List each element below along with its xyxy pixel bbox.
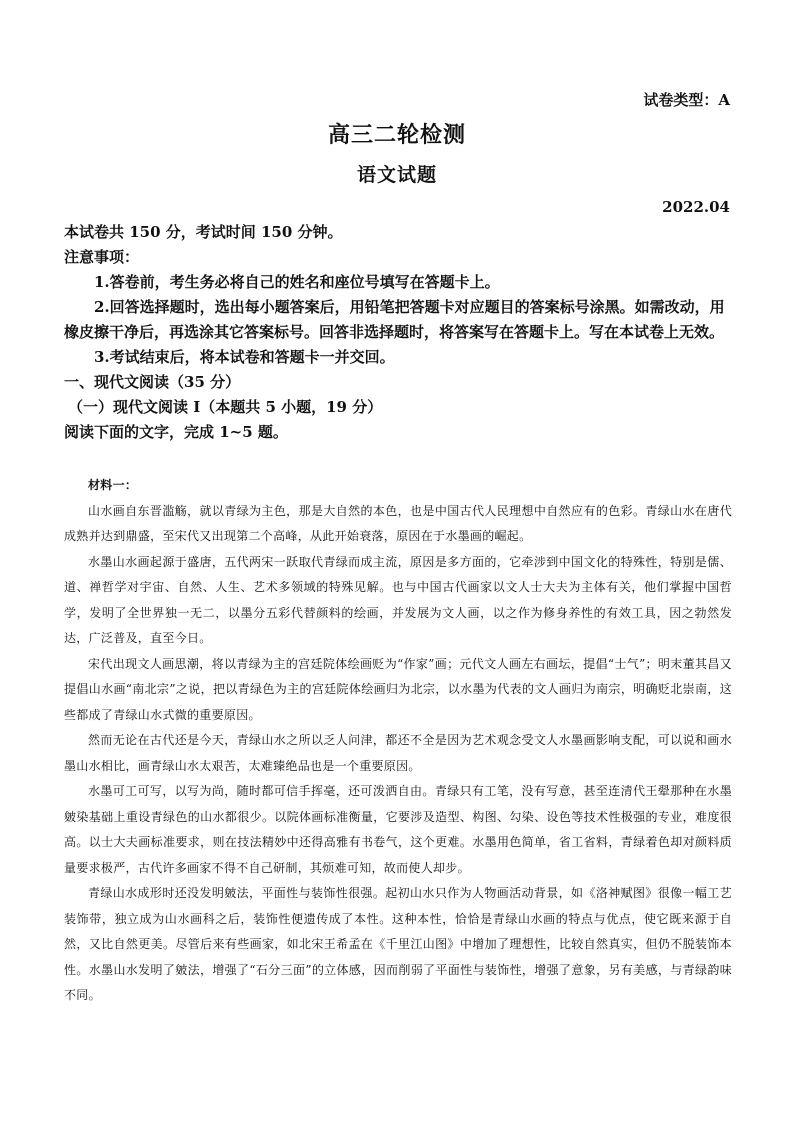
material-paragraph: 水墨山水画起源于盛唐，五代两宋一跃取代青绿而成主流，原因是多方面的，它牵涉到中国文化的特殊性，特别是儒、道、禅哲学对宇宙、自然、人生、艺术多领域的特殊见解。也与中国古代画家以文人士大夫为主体有关，他们掌握中国哲学，发明了全世界独一无二，以墨分五彩代替颜料的绘画，并发展为文人画，以之作为修身养性的有效工具，因之勃然发达，广泛普及，直至今日。	[64, 554, 732, 645]
material-label: 材料一：	[88, 478, 138, 492]
exam-subtitle: 语文试题	[356, 164, 437, 186]
reading-material	[64, 473, 732, 1009]
exam-date: 2022.04	[662, 198, 730, 216]
notice-title: 注意事项：	[64, 248, 140, 266]
exam-title: 高三二轮检测	[327, 122, 466, 148]
exam-intro: 本试卷共 150 分，考试时间 150 分钟。	[64, 223, 343, 241]
instructions-block	[64, 220, 732, 445]
material-paragraph: 青绿山水成形时还没发明皴法，平面性与装饰性很强。起初山水只作为人物画活动背景，如《洛神赋图》很像一幅工艺装饰带，独立成为山水画科之后，装饰性便遗传成了本性。这种本性，恰恰是青绿山水画的特点与优点，使它既来源于自然，又比自然更美。尽管后来有些画家，如北宋王希孟在《千里江山图》中增加了理想性，比较自然真实，但仍不脱装饰本性。水墨山水发明了皴法，增强了“石分三面”的立体感，因而削弱了平面性与装饰性，增强了意象，另有美感，与青绿韵味不同。	[64, 886, 732, 1002]
material-paragraph: 然而无论在古代还是今天，青绿山水之所以乏人问津，都还不全是因为艺术观念受文人水墨画影响支配，可以说和画水墨山水相比，画青绿山水太艰苦，太难臻绝品也是一个重要原因。	[64, 733, 732, 773]
notice-item-1: 1.答卷前，考生务必将自己的姓名和座位号填写在答题卡上。	[94, 273, 500, 291]
notice-item-2: 2.回答选择题时，选出每小题答案后，用铅笔把答题卡对应题目的答案标号涂黑。如需改动，用橡皮擦干净后，再选涂其它答案标号。回答非选择题时，将答案写在答题卡上。写在本试卷上无效。	[64, 298, 725, 341]
subsection-title: （一）现代文阅读 I（本题共 5 小题，19 分）	[68, 398, 383, 416]
material-paragraph: 宋代出现文人画思潮，将以青绿为主的宫廷院体绘画贬为“作家”画；元代文人画左右画坛，提倡“士气”；明末董其昌又提倡山水画“南北宗”之说，把以青绿色为主的宫廷院体绘画归为北宗，以水墨为代表的文人画归为南宗，明确贬北崇南，这些都成了青绿山水式微的重要原因。	[64, 656, 732, 722]
material-paragraph: 山水画自东晋滥觞，就以青绿为主色，那是大自然的本色，也是中国古代人民理想中自然应有的色彩。青绿山水在唐代成熟并达到鼎盛，至宋代又出现第二个高峰，从此开始衰落，原因在于水墨画的崛起。	[64, 503, 732, 543]
exam-type-label: 试卷类型：A	[643, 91, 730, 109]
section-title: 一、现代文阅读（35 分）	[64, 373, 241, 391]
material-paragraph: 水墨可工可写，以写为尚，随时都可信手挥毫，还可泼洒自由。青绿只有工笔，没有写意，甚至连清代王翚那种在水墨皴染基础上重设青绿色的山水都很少。以院体画标准衡量，它要涉及造型、构图、勾染、设色等技术性极强的专业，难度很高。以士大夫画标准要求，则在技法精妙中还得高雅有书卷气，这个更难。水墨用色简单，省工省料，青绿着色却对颜料质量要求极严，古代许多画家不得不自己研制，其烦难可知，故而使人却步。	[64, 784, 732, 875]
reading-prompt: 阅读下面的文字，完成 1~5 题。	[64, 423, 288, 441]
notice-item-3: 3.考试结束后，将本试卷和答题卡一并交回。	[94, 348, 395, 366]
